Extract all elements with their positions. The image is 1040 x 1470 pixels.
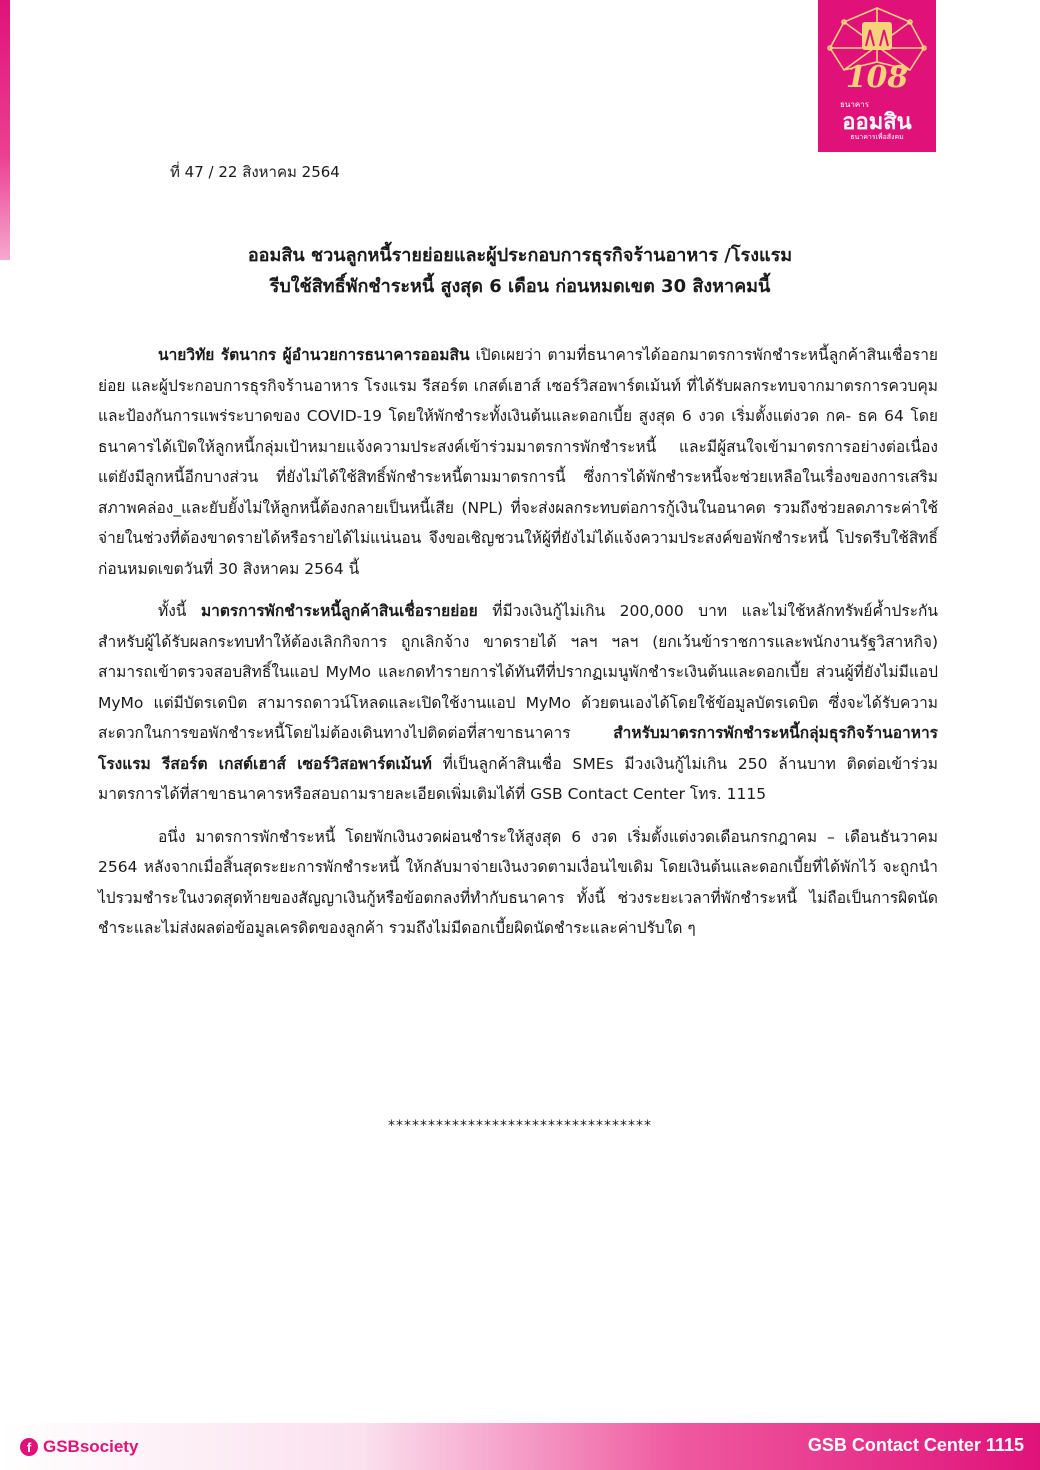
business-measure-heading: สำหรับมาตรการพักชำระหนี้กลุ่มธุรกิจร้านอาหาร โรงแรม รีสอร์ต เกสต์เฮาส์ เซอร์วิสอพาร์ตเม้นท์: [98, 724, 938, 773]
footer-bar: [0, 1423, 1040, 1470]
contact-center: GSB Contact Center 1115: [807, 1435, 1024, 1455]
document-body: [98, 340, 938, 956]
reference-number: ที่ 47 / 22 สิงหาคม 2564: [170, 163, 340, 181]
paragraph-2-text-1: ที่มีวงเงินกู้ไม่เกิน 200,000 บาท และไม่ใช้หลักทรัพย์ค้ำประกัน สำหรับผู้ได้รับผลกระทบทำให้ต้องเลิกกิจการ ถูกเลิกจ้าง ขาดรายได้ ฯลฯ ฯลฯ (ยกเว้นข้าราชการและพนักงานรัฐวิสาหกิจ) สามารถเข้าตรวจสอบสิทธิ์ในแอป MyMo และกดทำรายการได้ทันทีที่ปรากฏเมนูพักชำระเงินต้นและดอกเบี้ย ส่วนผู้ที่ยังไม่มีแอป MyMo แต่มีบัตรเดบิต สามารถดาวน์โหลดและเปิดใช้งานแอป MyMo ด้วยตนเองได้โดยใช้ข้อมูลบัตรเดบิต ซึ่งจะได้รับความสะดวกในการขอพักชำระหนี้โดยไม่ต้องเดินทางไปติดต่อที่สาขาธนาคาร: [98, 602, 938, 742]
paragraph-1: [98, 340, 938, 584]
logo-brand: ออมสิน: [842, 110, 912, 135]
logo-bank-word: ธนาคาร: [840, 100, 869, 109]
title-line-1: ออมสิน ชวนลูกหนี้รายย่อยและผู้ประกอบการธุรกิจร้านอาหาร /โรงแรม: [247, 245, 793, 266]
gsb-logo: [818, 0, 936, 152]
paragraph-2-text-2: ที่เป็นลูกค้าสินเชื่อ SMEs มีวงเงินกู้ไม่เกิน 250 ล้านบาท ติดต่อเข้าร่วมมาตรการได้ที่สาขาธนาคารหรือสอบถามรายละเอียดเพิ่มเติมได้ที่ GSB Contact Center โทร. 1115: [98, 754, 938, 803]
end-separator: *********************************: [388, 1118, 652, 1134]
paragraph-2: [98, 596, 938, 810]
retail-measure-heading: มาตรการพักชำระหนี้ลูกค้าสินเชื่อรายย่อย: [200, 602, 478, 620]
document-title: [100, 240, 940, 302]
logo-slogan: ธนาคารเพื่อสังคม: [850, 133, 904, 141]
logo-number: 108: [845, 60, 909, 95]
executive-name: นายวิทัย รัตนากร ผู้อำนวยการธนาคารออมสิน: [158, 346, 470, 364]
title-line-2: รีบใช้สิทธิ์พักชำระหนี้ สูงสุด 6 เดือน ก่อนหมดเขต 30 สิงหาคมนี้: [269, 276, 771, 297]
side-accent-bar: [0, 0, 10, 260]
facebook-icon: f: [20, 1438, 38, 1456]
facebook-label: GSBsociety: [43, 1437, 139, 1456]
paragraph-3: อนึ่ง มาตรการพักชำระหนี้ โดยพักเงินงวดผ่อนชำระให้สูงสุด 6 งวด เริ่มตั้งแต่งวดเดือนกรกฎาคม – เดือนธันวาคม 2564 หลังจากเมื่อสิ้นสุดระยะการพักชำระหนี้ ให้กลับมาจ่ายเงินงวดตามเงื่อนไขเดิม โดยเงินต้นและดอกเบี้ยที่ได้พักไว้ จะถูกนำไปรวมชำระในงวดสุดท้ายของสัญญาเงินกู้หรือข้อตกลงที่ทำกับธนาคาร ทั้งนี้ ช่วงระยะเวลาที่พักชำระหนี้ ไม่ถือเป็นการผิดนัดชำระและไม่ส่งผลต่อข้อมูลเครดิตของลูกค้า รวมถึงไม่มีดอกเบี้ยผิดนัดชำระและค่าปรับใด ๆ: [98, 827, 938, 937]
facebook-link[interactable]: [20, 1437, 138, 1457]
paragraph-1-text: เปิดเผยว่า ตามที่ธนาคารได้ออกมาตรการพักชำระหนี้ลูกค้าสินเชื่อรายย่อย และผู้ประกอบการธุรกิจร้านอาหาร โรงแรม รีสอร์ต เกสต์เฮาส์ เซอร์วิสอพาร์ตเม้นท์ ที่ได้รับผลกระทบจากมาตรการควบคุมและป้องกันการแพร่ระบาดของ COVID-19 โดยให้พักชำระทั้งเงินต้นและดอกเบี้ย สูงสุด 6 งวด เริ่มตั้งแต่งวด กค- ธค 64 โดยธนาคารได้เปิดให้ลูกหนี้กลุ่มเป้าหมายแจ้งความประสงค์เข้าร่วมมาตรการพักชำระหนี้ และมีผู้สนใจเข้ามาตรการอย่างต่อเนื่อง แต่ยังมีลูกหนี้อีกบางส่วน ที่ยังไม่ได้ใช้สิทธิ์พักชำระหนี้ตามมาตรการนี้ ซึ่งการได้พักชำระหนี้จะช่วยเหลือในเรื่องของการเสริมสภาพคล่อง_และยับยั้งไม่ให้ลูกหนี้ต้องกลายเป็นหนี้เสีย (NPL) ที่จะส่งผลกระทบต่อการกู้เงินในอนาคต รวมถึงช่วยลดภาระค่าใช้จ่ายในช่วงที่ต้องขาดรายได้หรือรายได้ไม่แน่นอน จึงขอเชิญชวนให้ผู้ที่ยังไม่ได้แจ้งความประสงค์ขอพักชำระหนี้ โปรดรีบใช้สิทธิ์ ก่อนหมดเขตวันที่ 30 สิงหาคม 2564 นี้: [98, 346, 938, 578]
paragraph-2-lead: ทั้งนี้: [158, 602, 201, 620]
